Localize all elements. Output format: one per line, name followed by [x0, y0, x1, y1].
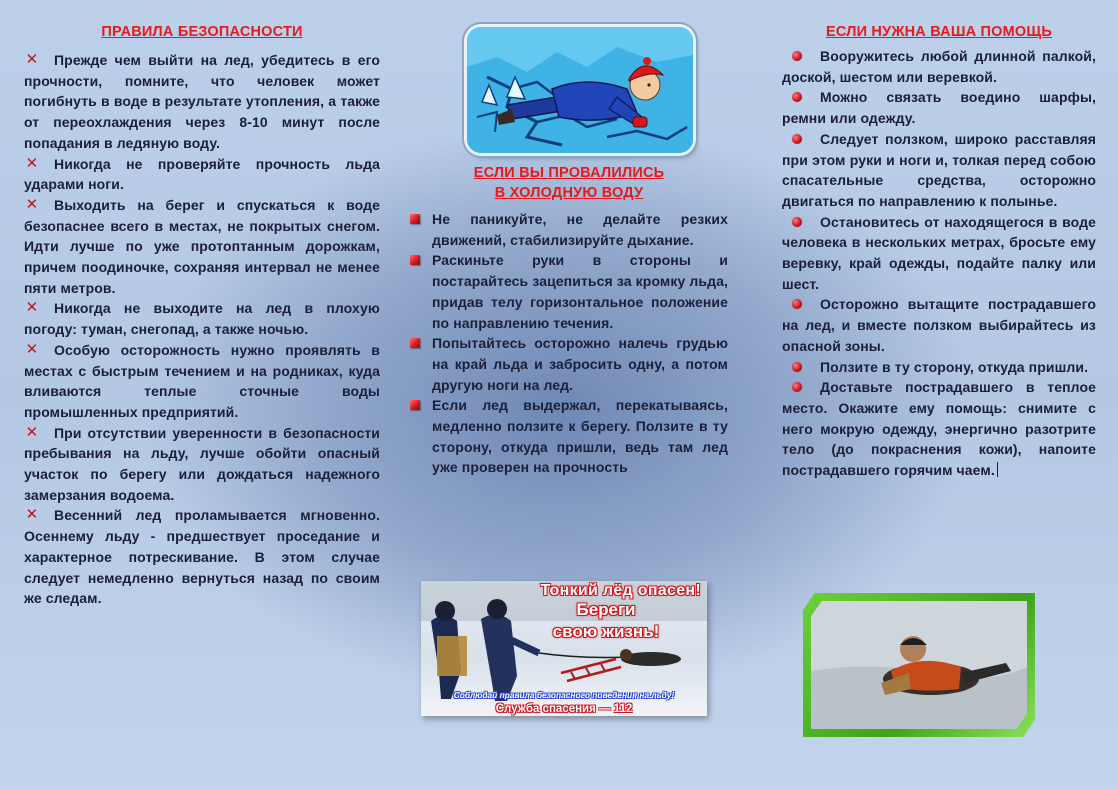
list-item: Ползите в ту сторону, откуда пришли. [782, 357, 1096, 378]
list-item: Следует ползком, широко расставляя при этом руки и ноги и, толкая перед собою спасательные средства, осторожно двигаться по направлению к полынье. [782, 130, 1096, 209]
safety-rules-heading: ПРАВИЛА БЕЗОПАСНОСТИ [101, 24, 303, 40]
list-item: Попытайтесь осторожно налечь грудью на край льда и забросить одну, а потом другую ноги на лед. [410, 333, 728, 395]
red-x-icon: ✕ [25, 506, 39, 524]
safety-rules-column [24, 22, 380, 609]
help-list [782, 46, 1096, 481]
list-item: ✕ Никогда не выходите на лед в плохую погоду: туман, снегопад, а также ночью. [24, 299, 380, 338]
red-dot-icon [792, 382, 802, 392]
poster-title: Тонкий лёд опасен! [540, 582, 701, 599]
red-dot-icon [792, 92, 802, 102]
red-x-icon: ✕ [25, 51, 39, 68]
text-cursor [997, 462, 998, 477]
poster-service-text: Служба спасения — 112 [495, 703, 633, 715]
help-column [782, 22, 1096, 481]
red-x-icon: ✕ [25, 340, 39, 358]
rescuer-crawling-photo [811, 601, 1027, 729]
list-item: ✕ Особую осторожность нужно проявлять в местах с быстрым течением и на родниках, куда вливаются теплые сточные воды промышленных предприятий. [24, 340, 380, 420]
list-item: ✕ Выходить на берег и спускаться к воде безопаснее всего в местах, не покрытых снегом. Идти лучше по уже протоптанным дорожкам, причем поодиночке, сохраняя интервал не менее пяти метров. [24, 195, 380, 296]
red-x-icon: ✕ [25, 154, 39, 172]
red-dot-icon [792, 134, 802, 144]
boy-on-ice-illustration [467, 27, 693, 153]
list-item: Если лед выдержал, перекатываясь, медленно ползите к берегу. Ползите в ту сторону, откуда пришли, ведь там лед уже проверен на прочность [410, 395, 728, 478]
list-item: Доставьте пострадавшего в теплое место. Окажите ему помощь: снимите с него мокрую одежду, энергично разотрите тело (до покраснения кожи), напоите пострадавшего горячим чаем. [782, 379, 1096, 479]
red-x-icon: ✕ [25, 423, 39, 441]
fallen-through-heading: ЕСЛИ ВЫ ПРОВАЛИЛИСЬ В ХОЛОДНУЮ ВОДУ [473, 165, 665, 201]
red-dot-icon [792, 299, 802, 309]
thin-ice-poster [421, 581, 707, 716]
red-x-icon: ✕ [25, 299, 39, 317]
red-square-icon [410, 400, 420, 410]
safety-rules-list [24, 50, 380, 609]
red-square-icon [410, 338, 420, 348]
poster-rules-text: Соблюдай правила безопасного поведения на льду! [453, 690, 675, 700]
red-square-icon [410, 214, 420, 224]
list-item: Раскиньте руки в стороны и постарайтесь зацепиться за кромку льда, придав телу горизонтальное положение по направлению течения. [410, 250, 728, 333]
list-item: ✕ Весенний лед проламывается мгновенно. Осеннему льду - предшествует проседание и характерное потрескивание. В этом случае следует немедленно вернуться назад по своим же следам. [24, 506, 380, 607]
red-dot-icon [792, 362, 802, 372]
list-item: ✕ При отсутствии уверенности в безопасности пребывания на льду, лучше обойти опасный участок по берегу или дождаться надежного замерзания водоема. [24, 423, 380, 503]
rescuer-on-ice-image [811, 601, 1027, 729]
list-item: Не паникуйте, не делайте резких движений, стабилизируйте дыхание. [410, 209, 728, 250]
ice-crack-illustration [467, 27, 693, 153]
fallen-through-list [410, 209, 728, 478]
list-item: Остановитесь от находящегося в воде человека в нескольких метрах, бросьте ему веревку, край одежды, подайте палку или шест. [782, 213, 1096, 292]
list-item: ✕ Прежде чем выйти на лед, убедитесь в его прочности, помните, что человек может погибнуть в воде в результате утопления, а также от переохлаждения через 8-10 минут после попадания в ледяную воду. [24, 51, 380, 151]
list-item: Вооружитесь любой длинной палкой, доской, шестом или веревкой. [782, 48, 1096, 85]
help-heading: ЕСЛИ НУЖНА ВАША ПОМОЩЬ [826, 24, 1052, 40]
list-item: ✕ Никогда не проверяйте прочность льда ударами ноги. [24, 154, 380, 193]
list-item: Можно связать воедино шарфы, ремни или одежду. [782, 89, 1096, 127]
red-dot-icon [792, 51, 802, 61]
list-item: Осторожно вытащите пострадавшего на лед, и вместе ползком выбирайтесь из опасной зоны. [782, 296, 1096, 354]
red-x-icon: ✕ [25, 195, 39, 213]
poster-slogan: Береги свою жизнь! [552, 600, 660, 641]
fallen-through-ice-column [410, 163, 728, 478]
red-square-icon [410, 255, 420, 265]
red-dot-icon [792, 217, 802, 227]
